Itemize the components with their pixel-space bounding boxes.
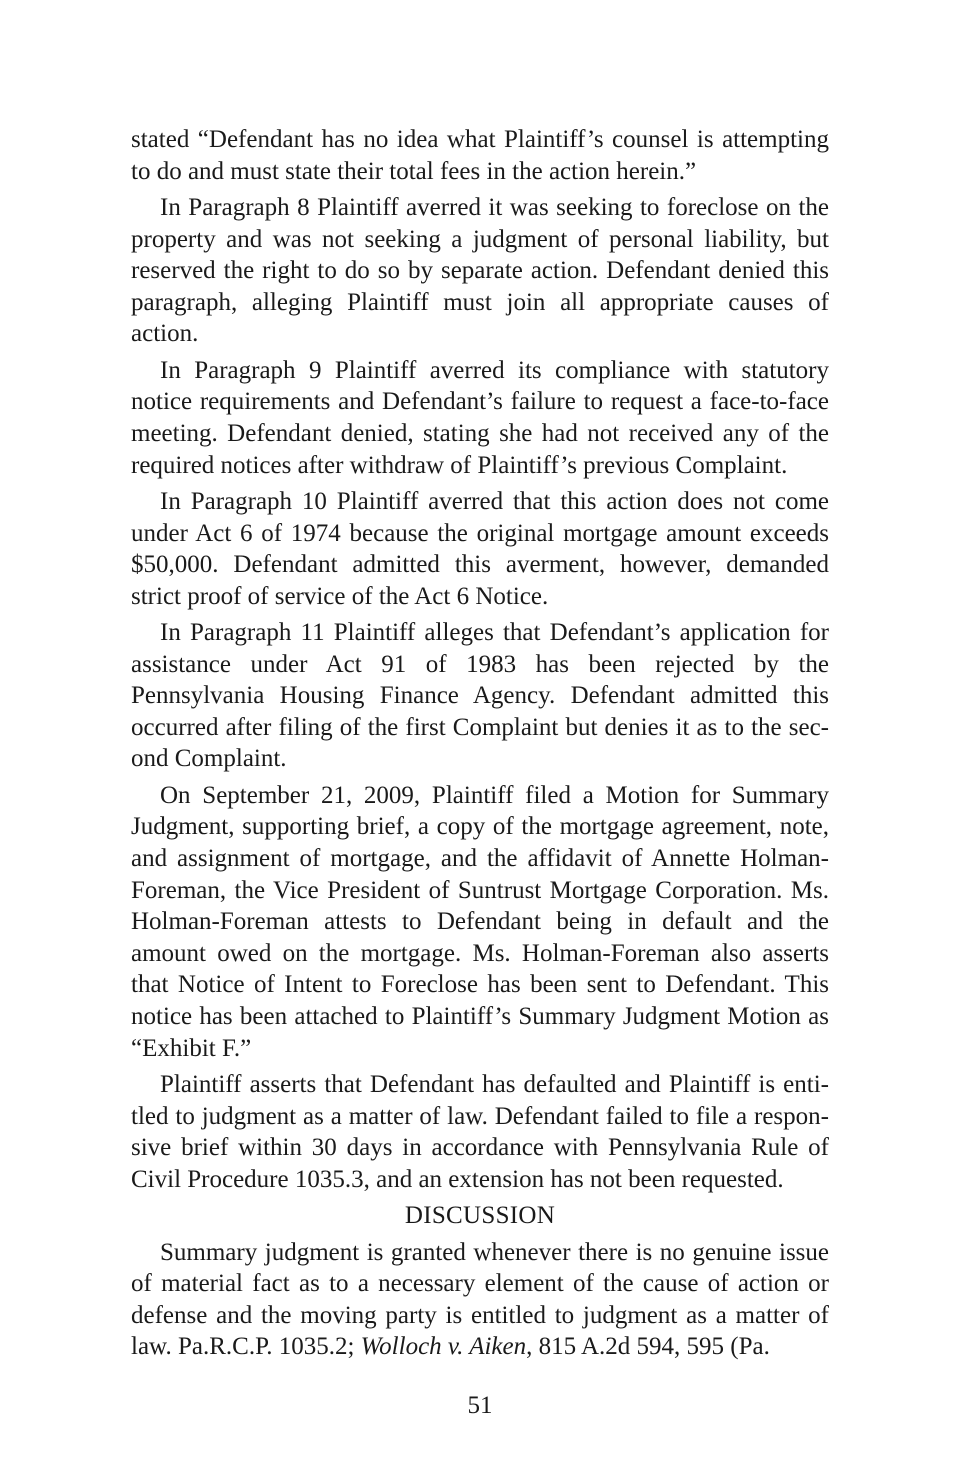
paragraph-plaintiff-assertion: Plaintiff asserts that Defendant has defaulted and Plaintiff is entitled to judgment as a matter of law. Defendant failed to file a responsive brief within 30 days in accordance with Pennsylvania Rule of Civil Procedure 1035.3, and an extension has not been requested. [131, 1071, 829, 1193]
paragraph-10: In Paragraph 10 Plaintiff averred that this action does not come under Act 6 of 1974 because the original mortgage amount exceeds $50,000. Defendant admitted this averment, however, demanded strict proof of service of the Act 6 Notice. [131, 487, 829, 610]
paragraph-fees-statement: stated “Defendant has no idea what Plaintiff’s counsel is attempting to do and must state their total fees in the action herein.” [131, 126, 829, 185]
page-number: 51 [467, 1392, 493, 1419]
page-body [131, 124, 829, 1368]
section-heading-discussion: DISCUSSION [404, 1202, 556, 1230]
discussion-text-before-citation: Summary judgment is granted whenever there is no genuine issue of material fact as to a necessary element of the cause of action or defense and the moving party is entitled to judgment as a matter of law. Pa.R.C.P. 1035.2; [131, 1238, 829, 1361]
discussion-text-after-citation: , 815 A.2d 594, 595 (Pa. [526, 1333, 770, 1361]
citation-case-name: Wolloch v. Aiken [360, 1333, 527, 1361]
paragraph-8: In Paragraph 8 Plaintiff averred it was seeking to foreclose on the property and was not seeking a judgment of personal liability, but reserved the right to do so by separate action. Defendant denied this paragraph, alleging Plaintiff must join all appropriate causes of action. [131, 193, 829, 348]
paragraph-summary-judgment-motion: On September 21, 2009, Plaintiff filed a Motion for Summary Judgment, supporting brief, a copy of the mortgage agreement, note, and assignment of mortgage, and the affidavit of Annette Holman-Foreman, the Vice President of Suntrust Mortgage Corporation. Ms. Holman-Foreman attests to Defendant being in default and the amount owed on the mortgage. Ms. Holman-Foreman also asserts that Notice of Intent to Foreclose has been sent to Defendant. This notice has been attached to Plaintiff’s Summary Judgment Motion as “Exhibit F.” [131, 781, 829, 1062]
paragraph-discussion [131, 1237, 829, 1363]
paragraph-9: In Paragraph 9 Plaintiff averred its compliance with statutory notice requirements and Defendant’s failure to request a face-to-face meeting. Defendant denied, stating she had not received any of the required notices after withdraw of Plaintiff’s previous Complaint. [131, 356, 829, 479]
paragraph-11: In Paragraph 11 Plaintiff alleges that Defendant’s application for assistance under Act 91 of 1983 has been rejected by the Pennsylvania Housing Finance Agency. Defendant admitted this occurred after filing of the first Complaint but denies it as to the second Complaint. [131, 619, 829, 773]
